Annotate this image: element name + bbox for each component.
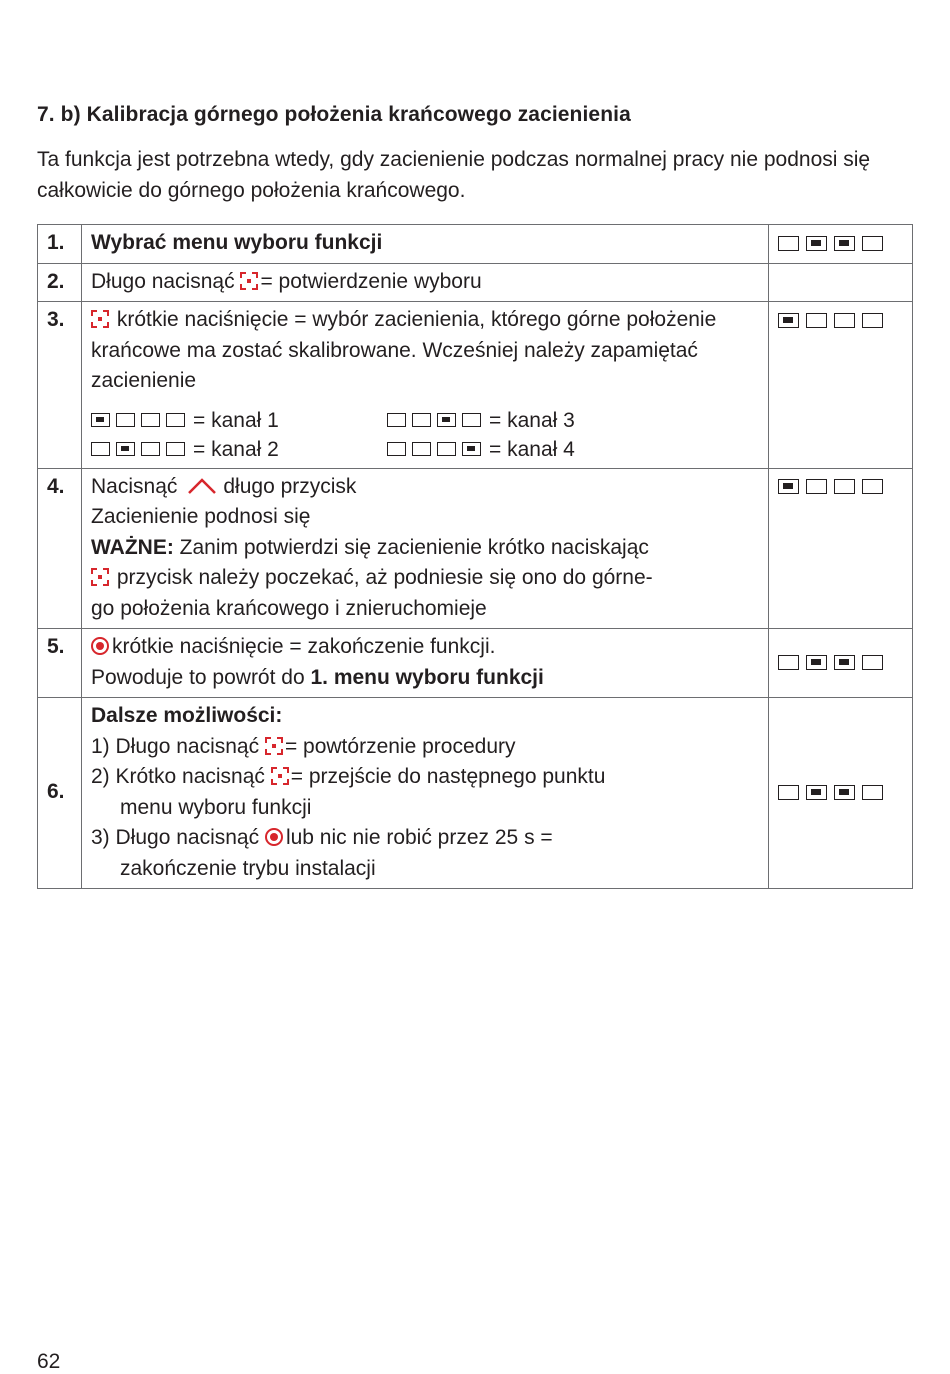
- channel-item: [387, 435, 637, 464]
- step-number: 2.: [38, 263, 82, 302]
- led-on-icon: [834, 785, 855, 800]
- step-line: [91, 762, 760, 793]
- step-text: [82, 468, 769, 629]
- led-row: [778, 655, 883, 670]
- channel-legend: [91, 406, 760, 464]
- led-off-icon: [412, 413, 431, 427]
- step-line: [91, 823, 760, 854]
- led-off-icon: [141, 413, 160, 427]
- step-line: Zacienienie podnosi się: [91, 505, 311, 528]
- step-number: 6.: [38, 698, 82, 889]
- led-on-icon: [806, 236, 827, 251]
- step-text: [82, 629, 769, 698]
- led-indicator: [769, 468, 913, 629]
- step-text-part: krótkie naciśnięcie = zakończenie funkcji.: [112, 635, 496, 658]
- led-off-icon: [862, 236, 883, 251]
- step-line: go położenia krańcowego i znieruchomieje: [91, 596, 487, 620]
- led-on-icon: [778, 479, 799, 494]
- chevron-up-icon: [187, 477, 217, 495]
- table-row: [38, 302, 913, 469]
- step-text-part: przycisk należy poczekać, aż podniesie się ono do górne-: [116, 566, 653, 589]
- step-line: [91, 732, 760, 763]
- led-row: [778, 236, 883, 251]
- led-on-icon: [834, 655, 855, 670]
- select-button-icon: [240, 272, 258, 290]
- step-text-part: = potwierdzenie wyboru: [260, 269, 482, 293]
- step-text: [82, 263, 769, 302]
- led-off-icon: [166, 442, 185, 456]
- led-row: [387, 442, 481, 456]
- led-row: [91, 413, 185, 427]
- led-off-icon: [462, 413, 481, 427]
- select-button-icon: [91, 310, 109, 328]
- channel-item: [91, 406, 387, 435]
- led-row: [778, 785, 883, 800]
- led-off-icon: [862, 785, 883, 800]
- led-off-icon: [862, 313, 883, 328]
- led-on-icon: [116, 442, 135, 456]
- step-line: [91, 533, 760, 564]
- step-text: [82, 698, 769, 889]
- led-off-icon: [778, 785, 799, 800]
- page-number: 62: [37, 1350, 61, 1373]
- step-text-part: 1) Długo nacisnąć: [91, 734, 260, 758]
- led-off-icon: [141, 442, 160, 456]
- led-on-icon: [806, 785, 827, 800]
- select-button-icon: [91, 568, 109, 586]
- table-row: [38, 225, 913, 264]
- step-number: 1.: [38, 225, 82, 264]
- step-text-part: 2) Krótko nacisnąć: [91, 765, 265, 788]
- step-line: [91, 563, 760, 594]
- step-text-part: 1. menu wyboru funkcji: [310, 665, 544, 689]
- step-line: [91, 472, 760, 503]
- step-line: menu wyboru funkcji: [120, 795, 312, 819]
- led-off-icon: [862, 655, 883, 670]
- led-indicator: [769, 698, 913, 889]
- select-button-icon: [271, 767, 289, 785]
- step-text-part: długo przycisk: [223, 474, 357, 498]
- led-on-icon: [437, 413, 456, 427]
- led-off-icon: [778, 236, 799, 251]
- select-button-icon: [265, 737, 283, 755]
- channel-label: = kanał 2: [193, 437, 279, 461]
- step-text-part: Nacisnąć: [91, 474, 178, 498]
- step-line: [91, 663, 760, 694]
- table-row: [38, 629, 913, 698]
- step-text-part: Zanim potwierdzi się zacienienie krótko naciskając: [179, 535, 649, 559]
- section-heading: 7. b) Kalibracja górnego położenia krańcowego zacienienia: [37, 103, 631, 126]
- intro-paragraph: Ta funkcja jest potrzebna wtedy, gdy zacienienie podczas normalnej pracy nie podnosi się całkowicie do górnego położenia krańcowego.: [37, 148, 871, 202]
- step-line: zakończenie trybu instalacji: [120, 856, 376, 880]
- step-text-part: lub nic nie robić przez 25 s =: [285, 826, 553, 849]
- channel-label: = kanał 1: [193, 408, 279, 432]
- led-off-icon: [806, 313, 827, 328]
- led-row: [387, 413, 481, 427]
- led-off-icon: [91, 442, 110, 456]
- led-off-icon: [387, 413, 406, 427]
- led-on-icon: [834, 236, 855, 251]
- led-off-icon: [834, 479, 855, 494]
- step-text-part: krótkie naciśnięcie = wybór zacienienia, którego górne położenie krańcowe ma zostać skalibrowane. Wcześniej należy zapamiętać zacienienie: [91, 308, 717, 392]
- led-off-icon: [806, 479, 827, 494]
- led-off-icon: [834, 313, 855, 328]
- table-row: [38, 698, 913, 889]
- led-on-icon: [91, 413, 110, 427]
- led-indicator: [769, 302, 913, 469]
- steps-table: [37, 224, 913, 889]
- step-number: 5.: [38, 629, 82, 698]
- channel-label: = kanał 4: [489, 437, 575, 461]
- step-text-part: 3) Długo nacisnąć: [91, 826, 260, 849]
- led-row: [778, 313, 883, 328]
- step-title: Dalsze możliwości:: [91, 704, 283, 727]
- led-off-icon: [778, 655, 799, 670]
- step-text: [82, 302, 769, 469]
- step-number: 3.: [38, 302, 82, 469]
- led-row: [778, 479, 883, 494]
- led-off-icon: [862, 479, 883, 494]
- led-row: [91, 442, 185, 456]
- led-off-icon: [166, 413, 185, 427]
- led-on-icon: [806, 655, 827, 670]
- channel-item: [387, 406, 637, 435]
- table-row: [38, 263, 913, 302]
- led-indicator: [769, 263, 913, 302]
- channel-label: = kanał 3: [489, 408, 575, 432]
- stop-button-icon: [265, 828, 283, 846]
- led-off-icon: [387, 442, 406, 456]
- stop-button-icon: [91, 637, 109, 655]
- led-off-icon: [412, 442, 431, 456]
- step-text-part: = przejście do następnego punktu: [290, 765, 606, 788]
- important-label: WAŻNE:: [91, 535, 174, 559]
- step-text-part: Długo nacisnąć: [91, 269, 235, 293]
- led-off-icon: [437, 442, 456, 456]
- led-on-icon: [778, 313, 799, 328]
- channel-item: [91, 435, 387, 464]
- step-text-part: = powtórzenie procedury: [284, 734, 516, 758]
- led-off-icon: [116, 413, 135, 427]
- step-text-part: Powoduje to powrót do: [91, 665, 305, 689]
- led-indicator: [769, 629, 913, 698]
- step-line: [91, 632, 760, 663]
- led-on-icon: [462, 442, 481, 456]
- step-number: 4.: [38, 468, 82, 629]
- led-indicator: [769, 225, 913, 264]
- step-text: Wybrać menu wyboru funkcji: [82, 225, 769, 264]
- table-row: [38, 468, 913, 629]
